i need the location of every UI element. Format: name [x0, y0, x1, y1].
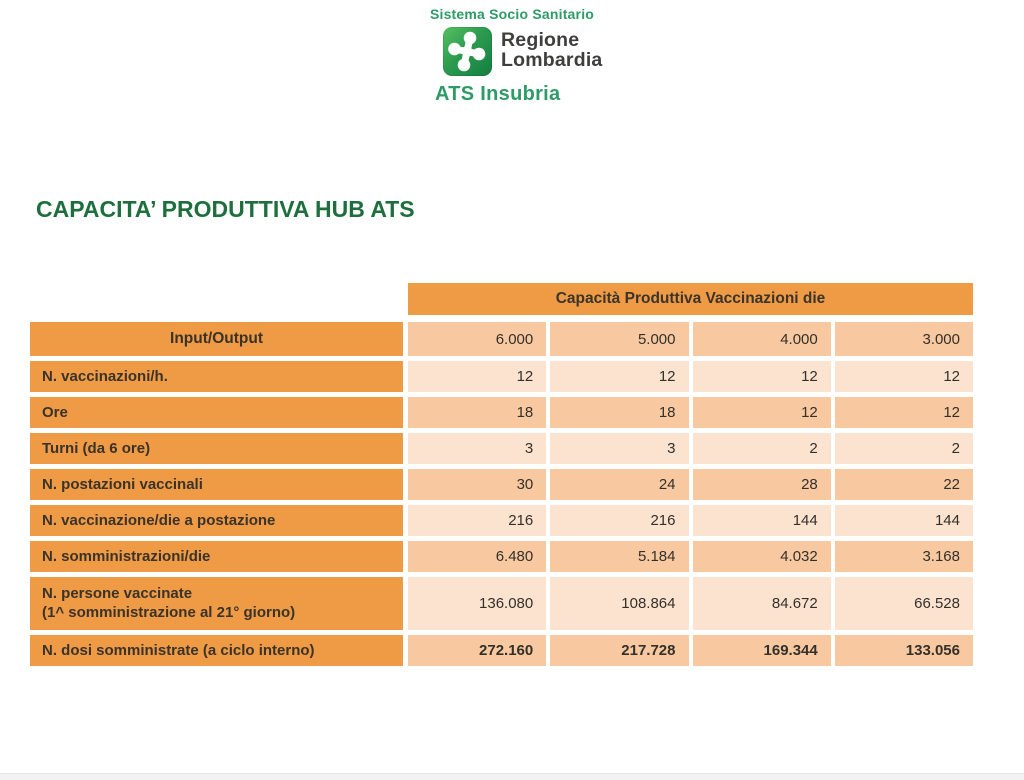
region-lombardia-logo [443, 27, 602, 76]
capacity-table [30, 283, 973, 666]
row-label: N. vaccinazione/die a postazione [30, 505, 403, 536]
row-label: N. postazioni vaccinali [30, 469, 403, 500]
table-header: Capacità Produttiva Vaccinazioni die [408, 283, 973, 315]
scenario-value: 3.000 [835, 322, 973, 356]
system-label: Sistema Socio Sanitario [429, 6, 595, 22]
value-cell: 2 [835, 433, 973, 464]
value-cell: 108.864 [550, 577, 688, 630]
value-cell: 22 [835, 469, 973, 500]
page-title: CAPACITA’ PRODUTTIVA HUB ATS [36, 196, 415, 222]
region-name-line2: Lombardia [501, 48, 603, 71]
value-cell: 136.080 [408, 577, 546, 630]
value-cell: 5.184 [550, 541, 688, 572]
corner-label: Input/Output [30, 322, 403, 356]
agency-label: ATS Insubria [435, 83, 561, 105]
region-name-line1: Regione [501, 29, 580, 51]
value-cell: 24 [550, 469, 688, 500]
scenario-value: 6.000 [408, 322, 546, 356]
row-cells [408, 469, 973, 500]
rosa-camuna-icon [443, 27, 492, 76]
row-cells [408, 433, 973, 464]
row-label: Turni (da 6 ore) [30, 433, 403, 464]
value-cell: 66.528 [835, 577, 973, 630]
value-cell: 3 [550, 433, 688, 464]
table-row [30, 361, 973, 392]
table-row [30, 635, 973, 666]
row-cells [408, 361, 973, 392]
row-label: Ore [30, 397, 403, 428]
scenario-value: 5.000 [550, 322, 688, 356]
row-label: N. persone vaccinate (1^ somministrazione al 21° giorno) [30, 577, 403, 630]
value-cell: 216 [550, 505, 688, 536]
value-cell: 12 [693, 397, 831, 428]
value-cell: 12 [835, 397, 973, 428]
table-row [30, 433, 973, 464]
value-cell: 18 [408, 397, 546, 428]
scenario-row [30, 322, 973, 356]
row-cells [408, 577, 973, 630]
table-header-row [30, 283, 973, 315]
scenario-cells [408, 322, 973, 356]
value-cell: 133.056 [835, 635, 973, 666]
value-cell: 84.672 [693, 577, 831, 630]
value-cell: 169.344 [693, 635, 831, 666]
row-cells [408, 541, 973, 572]
value-cell: 216 [408, 505, 546, 536]
bottom-edge-divider [0, 773, 1024, 780]
value-cell: 12 [408, 361, 546, 392]
table-row [30, 577, 973, 630]
value-cell: 2 [693, 433, 831, 464]
row-label: N. vaccinazioni/h. [30, 361, 403, 392]
scenario-value: 4.000 [693, 322, 831, 356]
row-label: N. somministrazioni/die [30, 541, 403, 572]
row-cells [408, 635, 973, 666]
row-cells [408, 397, 973, 428]
value-cell: 217.728 [550, 635, 688, 666]
value-cell: 12 [693, 361, 831, 392]
table-rows [30, 361, 973, 666]
table-header-spacer [30, 283, 403, 315]
table-row [30, 541, 973, 572]
value-cell: 30 [408, 469, 546, 500]
value-cell: 3.168 [835, 541, 973, 572]
table-row [30, 469, 973, 500]
value-cell: 3 [408, 433, 546, 464]
value-cell: 28 [693, 469, 831, 500]
value-cell: 12 [835, 361, 973, 392]
value-cell: 272.160 [408, 635, 546, 666]
value-cell: 4.032 [693, 541, 831, 572]
table-row [30, 397, 973, 428]
region-name [501, 27, 602, 76]
value-cell: 12 [550, 361, 688, 392]
value-cell: 144 [693, 505, 831, 536]
row-cells [408, 505, 973, 536]
value-cell: 144 [835, 505, 973, 536]
value-cell: 6.480 [408, 541, 546, 572]
row-label: N. dosi somministrate (a ciclo interno) [30, 635, 403, 666]
value-cell: 18 [550, 397, 688, 428]
table-row [30, 505, 973, 536]
